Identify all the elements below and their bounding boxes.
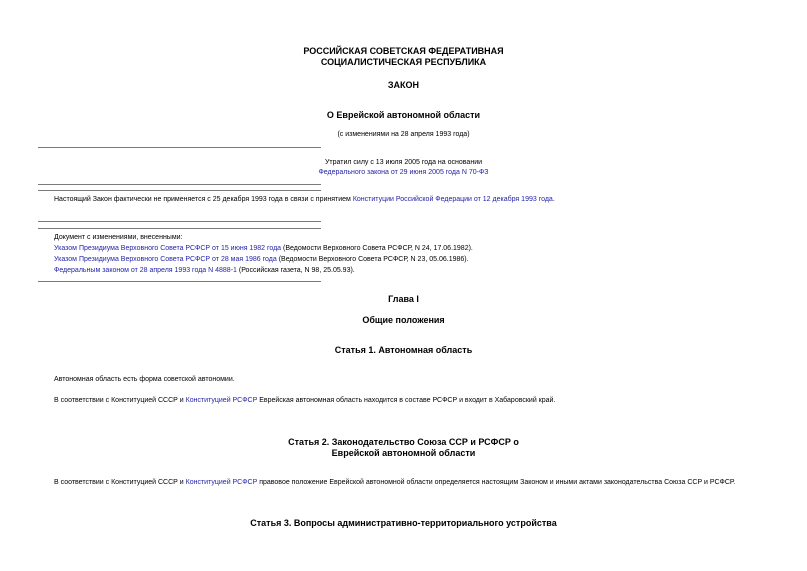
divider	[38, 147, 321, 148]
change-link-1982[interactable]: Указом Президиума Верховного Совета РСФСР от 15 июня 1982 года	[54, 245, 282, 252]
constitution-rf-link[interactable]: Конституции Российской Федерации от 12 декабря 1993 года	[352, 196, 553, 203]
divider	[38, 228, 321, 229]
doc-title: О Еврейской автономной области	[326, 110, 481, 120]
article-2-title-line-1: Статья 2. Законодательство Союза ССР и РСФСР о	[288, 437, 519, 447]
article-1-title: Статья 1. Автономная область	[334, 345, 473, 355]
article-1-para-2	[54, 395, 555, 406]
article-2-para	[54, 477, 735, 488]
change-link-1986[interactable]: Указом Президиума Верховного Совета РСФСР от 28 мая 1986 года	[54, 256, 277, 263]
change-item	[54, 254, 469, 265]
para-text: Еврейская автономная область находится в составе РСФСР и входит в Хабаровский край.	[257, 397, 556, 404]
lost-force-text: Утратил силу с 13 июля 2005 года на основании	[324, 159, 483, 166]
article-3-title: Статья 3. Вопросы административно-территориального устройства	[250, 518, 557, 528]
para-text: В соответствии с Конституцией СССР и	[54, 479, 186, 486]
not-applied-text: Настоящий Закон фактически не применяется с 25 декабря 1993 года в связи с принятием	[54, 196, 353, 203]
chapter-number: Глава I	[388, 294, 419, 304]
constitution-rsfsr-link[interactable]: Конституцией РСФСР	[185, 397, 258, 404]
change-source: (Российская газета, N 98, 25.05.93).	[236, 267, 355, 274]
divider	[38, 184, 321, 185]
lost-force-link[interactable]: Федерального закона от 29 июня 2005 года N 70-ФЗ	[318, 169, 489, 176]
amend-note: (с изменениями на 28 апреля 1993 года)	[337, 131, 470, 138]
divider	[38, 190, 321, 191]
article-2-title-line-2: Еврейской автономной области	[331, 448, 476, 458]
header-line-2: СОЦИАЛИСТИЧЕСКАЯ РЕСПУБЛИКА	[320, 57, 487, 67]
change-item	[54, 265, 355, 276]
change-source: (Ведомости Верховного Совета РСФСР, N 24, 17.06.1982).	[281, 245, 473, 252]
change-source: (Ведомости Верховного Совета РСФСР, N 23, 05.06.1986).	[276, 256, 469, 263]
para-text: правовое положение Еврейской автономной области определяется настоящим Законом и иными актами законодательства Союза ССР и РСФСР.	[257, 479, 736, 486]
not-applied-note	[54, 194, 555, 205]
para-text: В соответствии с Конституцией СССР и	[54, 397, 186, 404]
doc-type: ЗАКОН	[387, 80, 420, 90]
change-item	[54, 243, 473, 254]
change-link-1993[interactable]: Федеральным законом от 28 апреля 1993 года N 4888-1	[54, 267, 237, 274]
constitution-rsfsr-link[interactable]: Конституцией РСФСР	[185, 479, 258, 486]
divider	[38, 281, 321, 282]
changes-intro: Документ с изменениями, внесенными:	[54, 234, 183, 241]
period: .	[552, 196, 555, 203]
header-line-1: РОССИЙСКАЯ СОВЕТСКАЯ ФЕДЕРАТИВНАЯ	[303, 46, 504, 56]
chapter-title: Общие положения	[362, 315, 445, 325]
divider	[38, 221, 321, 222]
article-1-para-1: Автономная область есть форма советской автономии.	[54, 376, 235, 383]
